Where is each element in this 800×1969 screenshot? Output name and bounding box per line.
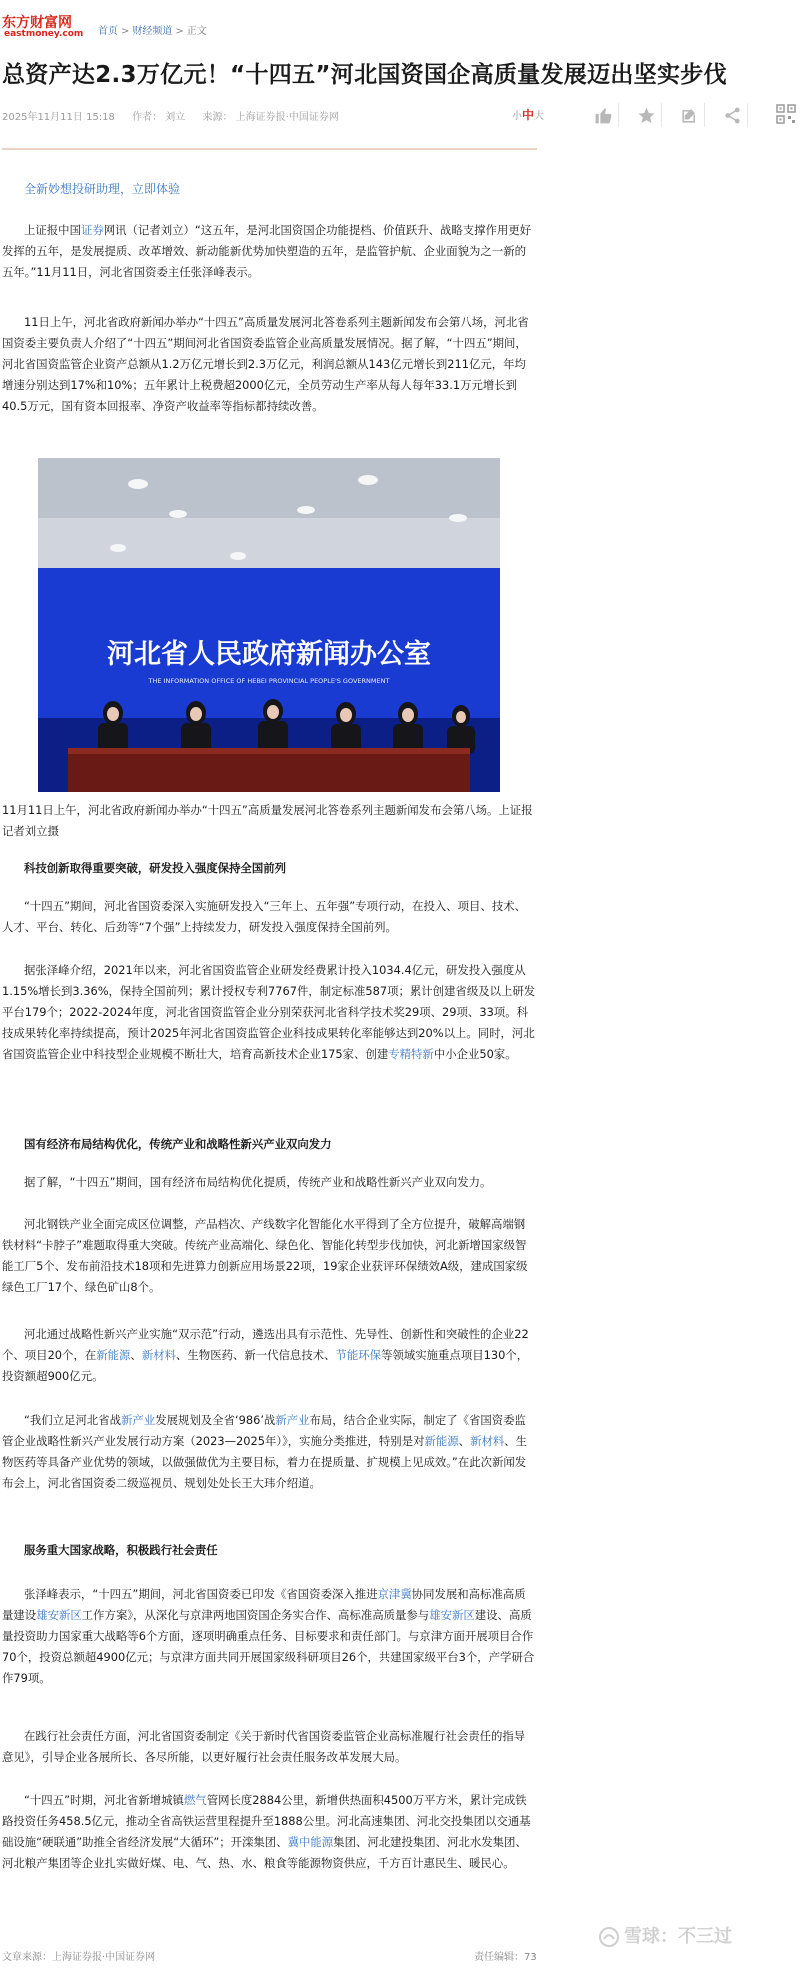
breadcrumb-current: 正文	[186, 26, 207, 37]
p1-text-b: 网讯（记者刘立）“这五年，是河北国资国企功能提档、价值跃升、战略支撑作用更好发挥的五年，是发展提质、改革增效、新动能新优势加快塑造的五年，是监管护航、企业面貌为之一新的五年。”11月11日，河北省国资委主任张泽峰表示。	[2, 223, 532, 279]
author: 作者： 刘立	[132, 112, 186, 123]
p8-text-b: 发展规划及全省‘986’战	[155, 1413, 276, 1427]
p9-text-c: 工作方案》，从深化与京津两地国资国企务实合作、高标准高质量参与	[81, 1608, 430, 1622]
breadcrumb: 首页 > 财经频道 > 正文	[98, 26, 207, 37]
footer-editor: 责任编辑：73	[474, 1952, 537, 1963]
photo-caption: 11月11日上午，河北省政府新闻办举办“十四五”高质量发展河北答卷系列主题新闻发布会第八场。上证报记者刘立摄	[2, 803, 533, 838]
p8-link-3[interactable]: 新能源	[424, 1434, 459, 1448]
font-small[interactable]: 小	[512, 111, 522, 122]
p4-text-b: 中小企业50家。	[433, 1047, 517, 1061]
paragraph-6: 河北钢铁产业全面完成区位调整，产品档次、产线数字化智能化水平得到了全方位提升，破解高端钢铁材料“卡脖子”难题取得重大突破。传统产业高端化、绿色化、智能化转型步伐加快，河北新增国家级智能工厂5个、发布前沿技术18项和先进算力创新应用场景22项，19家企业获评环保绩效A级，建成国家级绿色工厂17个、绿色矿山8个。	[2, 1217, 528, 1294]
comment-button[interactable]	[674, 103, 705, 127]
font-size-switch	[512, 106, 544, 123]
qr-code-icon[interactable]	[776, 104, 796, 124]
p9-text-a: 张泽峰表示，“十四五”期间，河北省国资委已印发《省国资委深入推进	[24, 1587, 378, 1601]
paragraph-1	[2, 220, 536, 283]
subheading-3: 服务重大国家战略，积极践行社会责任	[24, 1543, 218, 1557]
paragraph-5: 据了解，“十四五”期间，国有经济布局结构优化提质，传统产业和战略性新兴产业双向发力。	[24, 1175, 492, 1189]
paragraph-2: 11日上午，河北省政府新闻办举办“十四五”高质量发展河北答卷系列主题新闻发布会第八场，河北省国资委主要负责人介绍了“十四五”期间河北省国资委监管企业高质量发展情况。据了解，“十四五”期间，河北省国资监管企业资产总额从1.2万亿元增长到2.3万亿元，利润总额从143亿元增长到211亿元，年均增速分别达到17%和10%；五年累计上税费超2000亿元，全员劳动生产率从每人每年33.1万元增长到40.5万元，国有资本回报率、净资产收益率等指标都持续改善。	[2, 315, 529, 413]
edit-icon	[680, 106, 699, 125]
p8-text-e: 、生物医药等具备产业优势的领域，以做强做优为主要目标，着力在提质量、扩规模上见成效。”在此次新闻发布会上，河北省国资委二级巡视员、规划处处长王大玮介绍道。	[2, 1434, 528, 1490]
p7-text-b: 、	[130, 1348, 142, 1362]
p9-link-1[interactable]: 京津冀	[377, 1587, 412, 1601]
subheading-2: 国有经济布局结构优化，传统产业和战略性新兴产业双向发力	[24, 1137, 332, 1151]
p7-link-1[interactable]: 新能源	[96, 1348, 131, 1362]
p11-text-b: 管网长度2884公里，新增供热面积4500万平方米，累计完成铁路投资任务458.5亿元，推动全省高铁运营里程提升至1888公里。河北高速集团、河北交投集团以交通基础设施“硬联通”助推全省经济发展“大循环”；开滦集团、	[2, 1793, 531, 1849]
paragraph-4	[2, 960, 536, 1065]
font-mid[interactable]: 中	[522, 108, 535, 122]
p9-link-3[interactable]: 雄安新区	[429, 1608, 475, 1622]
source: 来源： 上海证券报·中国证券网	[202, 112, 339, 123]
p4-link[interactable]: 专精特新	[388, 1047, 434, 1061]
title-divider	[2, 148, 537, 150]
article-title: 总资产达2.3万亿元！“十四五”河北国资国企高质量发展迈出坚实步伐	[2, 62, 727, 88]
promo-link[interactable]: 全新妙想投研助理，立即体验	[24, 182, 181, 196]
publish-time: 2025年11月11日 15:18	[2, 112, 115, 123]
thumb-up-icon	[594, 106, 613, 125]
p8-link-2[interactable]: 新产业	[275, 1413, 310, 1427]
star-icon	[637, 106, 656, 125]
banner-text-cn: 河北省人民政府新闻办公室	[107, 639, 431, 670]
p8-link-4[interactable]: 新材料	[470, 1434, 505, 1448]
share-icon	[723, 106, 742, 125]
p8-text-c: 布局，结合企业实际，制定了《省国资委监管企业战略性新兴产业发展行动方案（2023—2025年）》，实施分类推进，特别是对	[2, 1413, 526, 1448]
p11-text-a: “十四五”时期，河北省新增城镇	[24, 1793, 184, 1807]
article-meta	[2, 108, 353, 123]
p7-text-a: 河北通过战略性新兴产业实施“双示范”行动，遴选出具有示范性、先导性、创新性和突破性的企业22个、项目20个，在	[2, 1327, 529, 1362]
watermark-text: 雪球：不三过	[624, 1926, 732, 1947]
p9-text-d: 建设、高质量投资助力国家重大战略等6个方面，逐项明确重点任务、目标要求和责任部门。与京津方面开展项目合作70个，投资总额超4900亿元；与京津方面共同开展国家级科研项目26个，共建国家级平台3个，产学研合作79项。	[2, 1608, 535, 1685]
p9-link-2[interactable]: 雄安新区	[36, 1608, 82, 1622]
p4-text-a: 据张泽峰介绍，2021年以来，河北省国资监管企业研发经费累计投入1034.4亿元，研发投入强度从1.15%增长到3.36%，保持全国前列；累计授权专利7767件，制定标准587项；累计创建省级及以上研发平台179个；2022-2024年度，河北省国资监管企业分别荣获河北省科学技术奖29项、29项、33项。科技成果转化率持续提高，预计2025年河北省国资监管企业科技成果转化率能够达到20%以上。同时，河北省国资监管企业中科技型企业规模不断壮大，培育高新技术企业175家、创建	[2, 963, 536, 1061]
p11-link-2[interactable]: 冀中能源	[287, 1835, 334, 1849]
p8-text-d: 、	[458, 1434, 471, 1448]
paragraph-3: “十四五”期间，河北省国资委深入实施研发投入“三年上、五年强”专项行动，在投入、项目、技术、人才、平台、转化、后劲等“7个强”上持续发力，研发投入强度保持全国前列。	[2, 899, 527, 934]
favorite-button[interactable]	[631, 103, 662, 127]
logo-cn: 东方财富网	[2, 15, 72, 31]
share-button[interactable]	[717, 103, 748, 127]
p7-text-d: 等领域实施重点项目130个，投资额超900亿元。	[2, 1348, 529, 1383]
p9-text-b: 协同发展和高标准高质量建设	[2, 1587, 526, 1622]
article-actions	[588, 102, 760, 128]
footer-source: 文章来源：上海证券报·中国证券网	[2, 1952, 156, 1963]
paragraph-11	[2, 1790, 536, 1874]
p1-link-securities[interactable]: 证券	[80, 223, 104, 237]
banner-text-en: THE INFORMATION OFFICE OF HEBEI PROVINCIAL PEOPLE'S GOVERNMENT	[148, 677, 390, 685]
breadcrumb-finance[interactable]: 财经频道	[132, 26, 173, 37]
subheading-1: 科技创新取得重要突破，研发投入强度保持全国前列	[24, 861, 286, 875]
p8-link-1[interactable]: 新产业	[121, 1413, 156, 1427]
font-large[interactable]: 大	[534, 111, 545, 122]
paragraph-9	[2, 1584, 536, 1689]
site-header	[0, 0, 800, 56]
paragraph-10: 在践行社会责任方面，河北省国资委制定《关于新时代省国资委监管企业高标准履行社会责任的指导意见》，引导企业各展所长、各尽所能，以更好履行社会责任服务改革发展大局。	[2, 1729, 526, 1764]
p7-link-3[interactable]: 节能环保	[335, 1348, 382, 1362]
paragraph-7	[2, 1324, 536, 1387]
p1-text-a: 上证报中国	[24, 223, 81, 237]
p11-text-c: 集团、河北建投集团、河北水发集团、河北粮产集团等企业扎实做好煤、电、气、热、水、粮食等能源物资供应，千方百计惠民生、暖民心。	[2, 1835, 527, 1870]
p7-link-2[interactable]: 新材料	[141, 1348, 177, 1362]
press-conference-photo	[38, 458, 500, 792]
p11-link-1[interactable]: 燃气	[183, 1793, 207, 1807]
eastmoney-logo[interactable]	[2, 12, 86, 44]
logo-en: eastmoney.com	[4, 29, 84, 39]
article-footer	[0, 1944, 800, 1969]
breadcrumb-home[interactable]: 首页	[98, 26, 118, 37]
paragraph-8	[2, 1410, 536, 1494]
p8-text-a: “我们立足河北省战	[24, 1413, 122, 1427]
p7-text-c: 、生物医药、新一代信息技术、	[176, 1348, 336, 1362]
like-button[interactable]	[588, 103, 619, 127]
